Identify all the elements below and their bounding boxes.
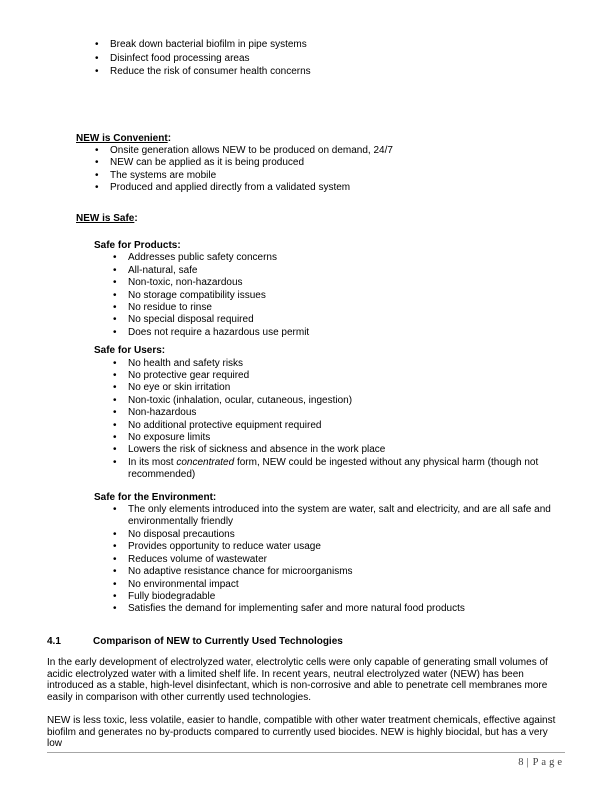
- list-item: • No special disposal required: [128, 314, 572, 326]
- bullet-list-convenient: [0, 145, 612, 195]
- footer-page-label: Page: [532, 757, 565, 768]
- list-item: • Onsite generation allows NEW to be produced on demand, 24/7: [110, 145, 570, 157]
- list-item: • Non-hazardous: [128, 407, 572, 419]
- list-item: • Fully biodegradable: [128, 591, 572, 603]
- footer-separator: |: [526, 757, 529, 768]
- page-footer: [47, 752, 565, 769]
- list-item: • Produced and applied directly from a validated system: [110, 182, 570, 194]
- footer-text: [47, 753, 565, 769]
- list-item: • No exposure limits: [128, 432, 572, 444]
- list-item: • No protective gear required: [128, 370, 572, 382]
- list-item: • Reduce the risk of consumer health concerns: [110, 65, 570, 79]
- list-item: • No environmental impact: [128, 579, 572, 591]
- page-number: 8: [518, 757, 524, 768]
- heading-underlined-text: NEW is Safe: [76, 212, 135, 224]
- bullet-list-safe-users: [0, 358, 612, 482]
- list-item: • Break down bacterial biofilm in pipe systems: [110, 38, 570, 52]
- list-item: • No disposal precautions: [128, 529, 572, 541]
- section-number: 4.1: [47, 635, 61, 647]
- list-item: • Satisfies the demand for implementing safer and more natural food products: [128, 603, 572, 615]
- list-item: • Provides opportunity to reduce water usage: [128, 541, 572, 553]
- list-item: • All-natural, safe: [128, 265, 572, 277]
- section-heading-4-1: [47, 636, 565, 648]
- subheading-safe-for-environment: Safe for the Environment:: [94, 491, 217, 503]
- list-item: • Non-toxic (inhalation, ocular, cutaneous, ingestion): [128, 395, 572, 407]
- list-item: • Non-toxic, non-hazardous: [128, 277, 572, 289]
- list-item: • The systems are mobile: [110, 170, 570, 182]
- heading-new-is-safe: [76, 213, 612, 225]
- list-item: • Reduces volume of wastewater: [128, 554, 572, 566]
- bullet-list-intro: [0, 38, 612, 79]
- list-item: • No adaptive resistance chance for microorganisms: [128, 566, 572, 578]
- bullet-list-safe-environment: [0, 504, 612, 616]
- list-item: • No health and safety risks: [128, 358, 572, 370]
- list-item: • Addresses public safety concerns: [128, 252, 572, 264]
- list-item: • No eye or skin irritation: [128, 382, 572, 394]
- body-paragraph-2: NEW is less toxic, less volatile, easier to handle, compatible with other water treatment chemicals, effective against biofilm and generates no by-products compared to currently used biocides. NEW is highly biocidal, but has a very low: [47, 715, 556, 750]
- heading-colon: :: [134, 212, 138, 224]
- bullet-list-safe-products: [0, 252, 612, 339]
- subheading-safe-for-products: Safe for Products:: [94, 239, 181, 251]
- heading-underlined-text: NEW is Convenient: [76, 132, 168, 144]
- list-item: • In its most concentrated form, NEW could be ingested without any physical harm (though not recommended): [128, 457, 572, 482]
- list-item: • No additional protective equipment required: [128, 420, 572, 432]
- list-item: • No residue to rinse: [128, 302, 572, 314]
- list-item: • Disinfect food processing areas: [110, 52, 570, 66]
- list-item: • Does not require a hazardous use permit: [128, 327, 572, 339]
- subheading-safe-for-users: Safe for Users:: [94, 345, 166, 357]
- list-item: • NEW can be applied as it is being produced: [110, 157, 570, 169]
- heading-colon: :: [167, 132, 172, 144]
- section-title: Comparison of NEW to Currently Used Technologies: [93, 635, 343, 647]
- heading-new-is-convenient: [76, 133, 612, 145]
- list-item: • The only elements introduced into the system are water, salt and electricity, and are all safe and environmentally friendly: [128, 504, 572, 529]
- list-item: • Lowers the risk of sickness and absence in the work place: [128, 444, 572, 456]
- list-item: • No storage compatibility issues: [128, 290, 572, 302]
- body-paragraph-1: In the early development of electrolyzed water, electrolytic cells were only capable of generating small volumes of acidic electrolyzed water with a limited shelf life. In recent years, neutral electrolyzed water (NEW) has been introduced as a stable, high-level disinfectant, which is non-corrosive and able to penetrate cell membranes more easily in comparison with other currently used technologies.: [47, 657, 548, 703]
